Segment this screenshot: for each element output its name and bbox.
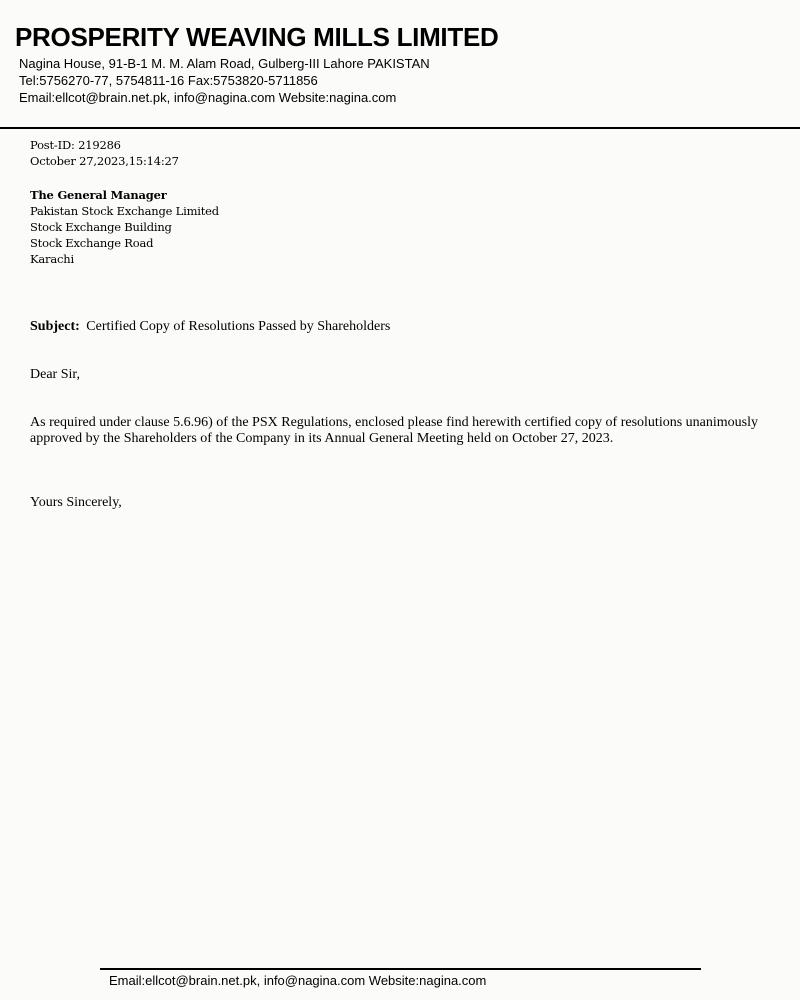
recipient-line: Stock Exchange Building — [30, 220, 172, 234]
recipient-title: The General Manager — [30, 188, 167, 202]
subject-label: Subject: — [30, 319, 80, 334]
recipient-line: Karachi — [30, 252, 74, 266]
salutation: Dear Sir, — [30, 367, 80, 382]
post-datetime: October 27,2023,15:14:27 — [30, 154, 179, 168]
company-contact: Email:ellcot@brain.net.pk, info@nagina.com Website:nagina.com — [19, 90, 397, 105]
subject-line — [30, 319, 390, 335]
post-id: Post-ID: 219286 — [30, 138, 121, 152]
subject-text: Certified Copy of Resolutions Passed by Shareholders — [86, 319, 391, 334]
company-name: PROSPERITY WEAVING MILLS LIMITED — [15, 22, 499, 52]
closing: Yours Sincerely, — [30, 495, 122, 510]
footer-divider — [100, 968, 701, 970]
recipient-line: Stock Exchange Road — [30, 236, 154, 250]
company-phone: Tel:5756270-77, 5754811-16 Fax:5753820-5711856 — [19, 73, 318, 88]
footer-contact: Email:ellcot@brain.net.pk, info@nagina.com Website:nagina.com — [109, 973, 487, 988]
header-divider — [0, 127, 800, 129]
company-address: Nagina House, 91-B-1 M. M. Alam Road, Gulberg-III Lahore PAKISTAN — [19, 56, 430, 71]
letter-body: As required under clause 5.6.96) of the PSX Regulations, enclosed please find herewith certified copy of resolutions unanimously approved by the Shareholders of the Company in its Annual General Meeting held on October 27, 2023. — [30, 415, 758, 446]
recipient-line: Pakistan Stock Exchange Limited — [30, 204, 219, 218]
